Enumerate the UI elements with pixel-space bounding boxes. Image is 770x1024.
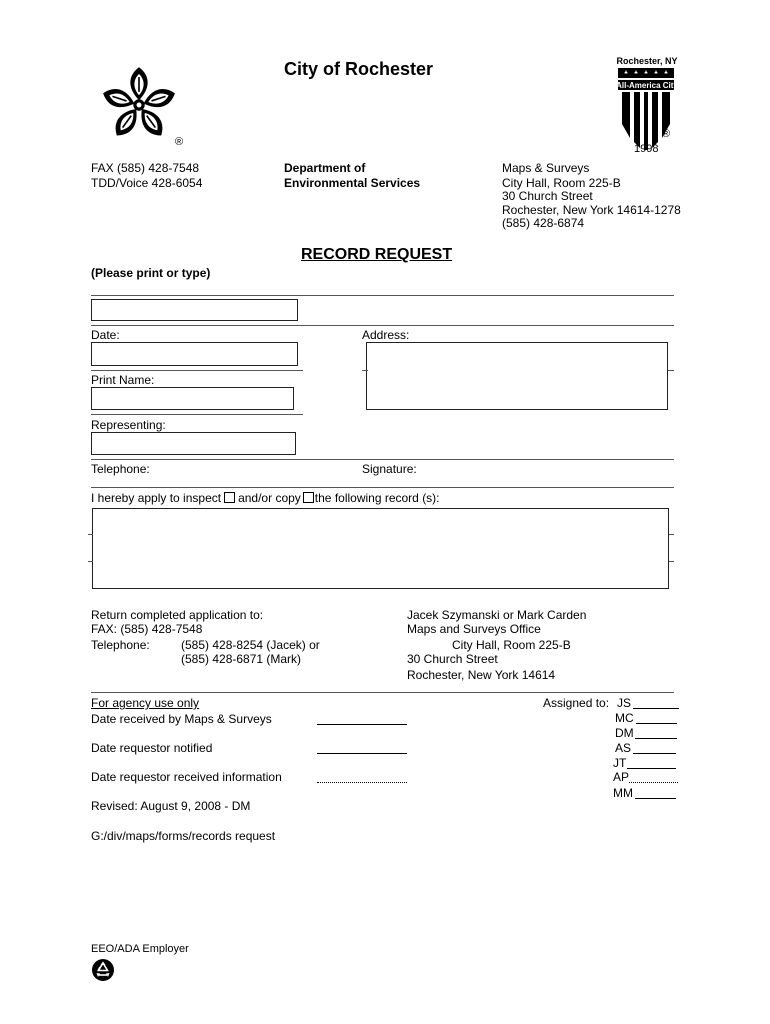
date-notified-blank[interactable] [317,753,407,754]
apply-text-2: and/or copy [238,491,301,505]
representing-field[interactable] [91,387,294,410]
address-field[interactable] [366,342,668,410]
assignee-js-blank[interactable] [633,708,679,709]
contact-city: Rochester, New York 14614 [407,668,556,682]
assignee-mm-blank[interactable] [635,798,676,799]
office-line3: 30 Church Street [502,189,593,203]
assignee-jt: JT [613,756,627,770]
department-line1: Department of [284,161,366,175]
apply-statement [91,491,440,505]
assignee-dm-blank[interactable] [635,738,677,739]
divider [91,459,674,460]
agency-heading: For agency use only [91,696,200,710]
contact-street: 30 Church Street [407,652,498,666]
print-name-label: Print Name: [91,373,155,387]
office-line5: (585) 428-6874 [502,216,585,230]
file-path: G:/div/maps/forms/records request [91,829,276,843]
date-received-blank[interactable] [317,724,407,725]
divider [88,561,93,562]
office-line4: Rochester, New York 14614-1278 [502,203,681,217]
representing-label: Representing: [91,418,166,432]
date-info-received-label: Date requestor received information [91,770,282,784]
date-notified-label: Date requestor notified [91,741,213,755]
date-info-received-blank[interactable] [317,782,407,783]
recycle-icon [91,958,115,982]
return-instruction: Return completed application to: [91,608,264,622]
divider [91,370,303,371]
assignee-mc: MC [615,711,634,725]
print-name-field[interactable] [91,342,298,366]
revised-note: Revised: August 9, 2008 - DM [91,799,251,813]
contact-office: Maps and Surveys Office [407,622,541,636]
telephone-field[interactable] [91,432,296,455]
divider [91,295,674,296]
date-received-label: Date received by Maps & Surveys [91,712,272,726]
award-city: Rochester, NY [616,56,678,66]
records-field[interactable] [92,508,669,589]
divider [91,414,303,415]
city-logo [98,64,180,146]
apply-text-3: the following record (s): [314,491,440,505]
divider [91,692,674,693]
divider [362,370,368,371]
form-heading: RECORD REQUEST [301,246,453,263]
employer-note: EEO/ADA Employer [91,943,189,955]
assignee-mm: MM [613,786,633,800]
return-phone-2: (585) 428-6871 (Mark) [181,652,302,666]
divider [91,325,674,326]
signature-label: Signature: [362,462,417,476]
assignee-jt-blank[interactable] [627,768,676,769]
contact-names: Jacek Szymanski or Mark Carden [407,608,587,622]
assigned-to-label: Assigned to: [543,696,610,710]
date-field[interactable] [91,299,298,321]
inspect-checkbox[interactable] [224,492,235,503]
assignee-as: AS [615,741,632,755]
return-telephone-label: Telephone: [91,638,150,652]
form-instruction: (Please print or type) [91,266,211,280]
tdd-number: TDD/Voice 428-6054 [91,176,203,190]
divider [669,534,674,535]
assignee-ap: AP [613,770,630,784]
date-label: Date: [91,328,120,342]
fax-number: FAX (585) 428-7548 [91,161,200,175]
registered-mark: ® [175,136,184,148]
award-year: 1998 [634,143,659,155]
assignee-ap-blank[interactable] [629,782,678,783]
address-label: Address: [362,328,410,342]
office-line2: City Hall, Room 225-B [502,176,621,190]
office-line1: Maps & Surveys [502,161,590,175]
department-line2: Environmental Services [284,176,421,190]
award-registered-mark: ® [662,128,671,140]
copy-checkbox[interactable] [303,492,314,503]
divider [668,370,674,371]
assignee-mc-blank[interactable] [636,723,677,724]
return-phone-1: (585) 428-8254 (Jacek) or [181,638,320,652]
return-fax: FAX: (585) 428-7548 [91,622,203,636]
page-title: City of Rochester [284,59,434,79]
apply-text-1: I hereby apply to inspect [91,491,222,505]
award-title: All-America City [616,81,678,90]
divider [91,487,674,488]
assignee-dm: DM [615,726,634,740]
assignee-as-blank[interactable] [633,753,676,754]
divider [88,534,93,535]
assignee-js: JS [617,696,632,710]
contact-room: City Hall, Room 225-B [452,638,571,652]
telephone-label: Telephone: [91,462,150,476]
divider [669,561,674,562]
